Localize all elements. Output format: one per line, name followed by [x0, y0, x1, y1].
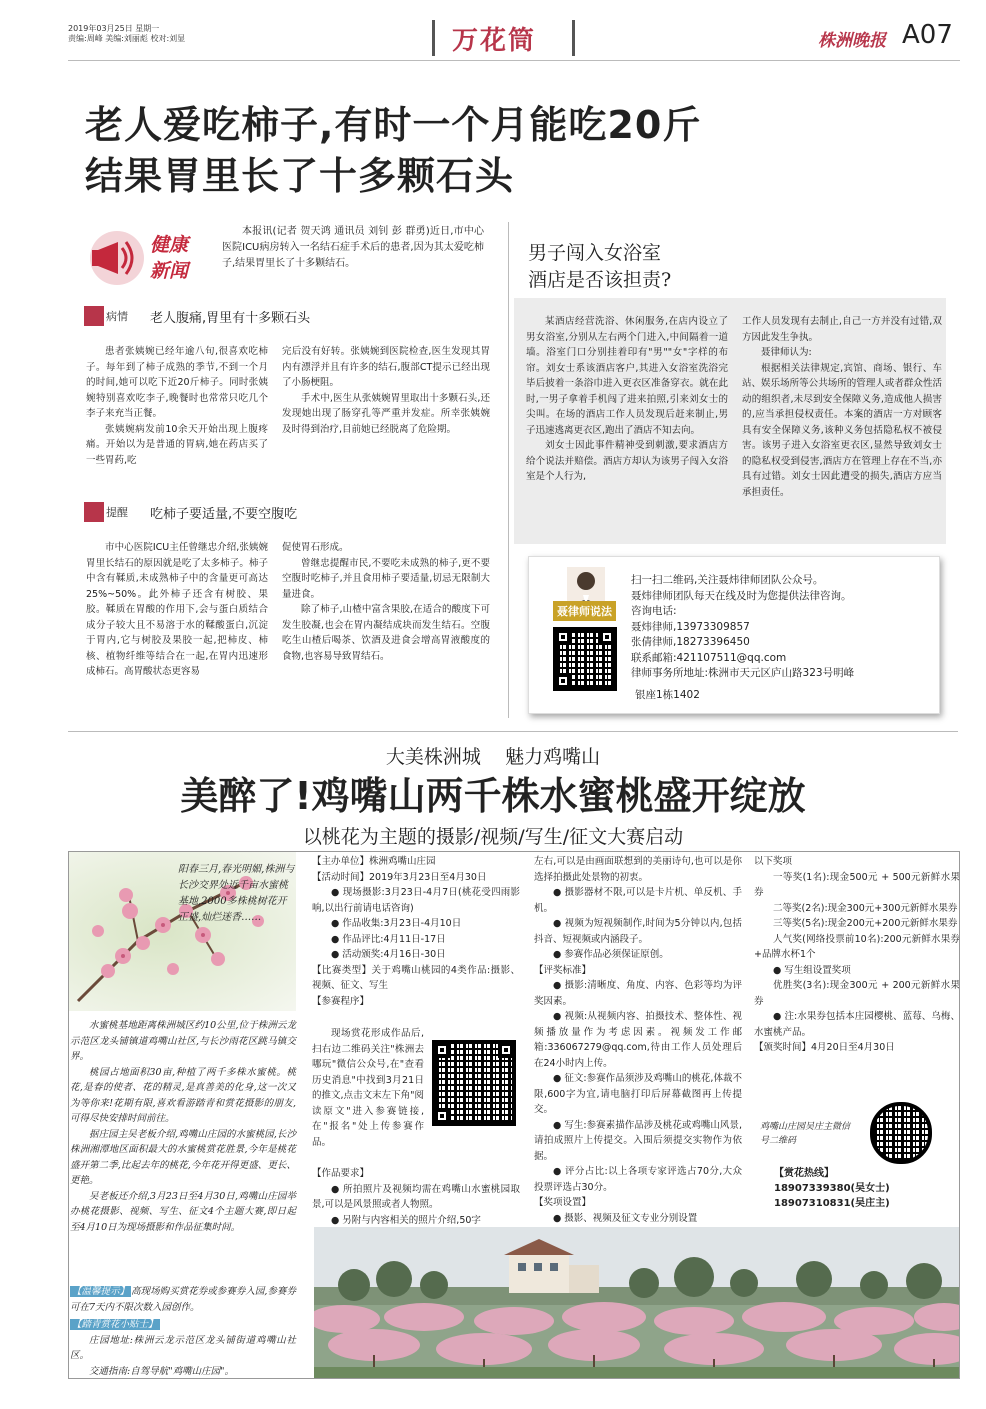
- article2-col2: 工作人员发现有去制止,自己一方并没有过错,双方因此发生争执。 聂律师认为: 根据相关法律规定,宾馆、商场、银行、车站、娱乐场所等公共场所的管理人或者群众性活动的组织者,未尽到安全保障义务,造成他人损害的,应当承担侵权责任。本案的酒店一方对顾客具有安全保障义务,该种义务包括隐私权不被侵害。该男子进入女浴室更衣区,显然导致刘女士的隐私权受到侵害,酒店方在管理上存在不当,亦具有过错。刘女士因此遭受的损失,酒店方应当承担责任。: [742, 316, 942, 498]
- article3-kicker: 大美株洲城 魅力鸡嘴山: [385, 746, 601, 768]
- tips-box: 【温馨提示】 高现场购买赏花券或参赛券入园,参赛券可在7天内不限次数入园创作。 【踏青赏花小贴士】 庄园地址:株洲云龙示范区龙头铺街道鸡嘴山社区。 交通指南:自驾导航"鸡嘴山庄园"。: [70, 1286, 296, 1377]
- tip-label: 【踏青赏花小贴士】: [72, 1319, 158, 1330]
- subhead-marker: [84, 502, 104, 522]
- tip-label: 【温馨提示】: [72, 1286, 130, 1297]
- lawyer-info: 扫一扫二维码,关注聂炜律师团队公众号。 聂炜律师团队每天在线及时为您提供法律咨询。 咨询电话: 聂炜律师,13973309857 张倩律师,18273396450 联系邮箱:421107511@qq.com 律师事务所地址:株洲市天元区庐山路323号明峰: [631, 574, 855, 679]
- editor-line: 责编:周峰 美编:刘丽彪 校对:刘显: [68, 34, 186, 43]
- subhead-marker: [84, 306, 104, 326]
- header-meta: [68, 24, 185, 44]
- health-news-badge: [84, 224, 214, 290]
- section-rule: [68, 731, 958, 732]
- header-divider-left: [432, 20, 435, 56]
- header-divider-right: [572, 20, 575, 56]
- entry-procedure: 现场赏花形成作品后,扫右边二维码关注"株洲去哪玩"微信公众号,在"查看历史消息"中找到3月21日的推文,点击文末左下角"阅读原文"进入参赛链接,在"报名"处上传参赛作品。: [312, 1028, 424, 1148]
- lawyer-badge: 聂律师说法: [553, 601, 616, 621]
- header-rule: [68, 60, 960, 61]
- article1-headline: [85, 100, 945, 202]
- condition-col1: 患者张姨婉已经年逾八旬,很喜欢吃柿子。每年到了柿子成熟的季节,不到一个月的时间,她可以吃下近20斤柿子。同时张姨婉特别喜欢吃李子,晚餐时也常常只吃几个李子来充当正餐。 张姨婉病发前10余天开始出现上腹疼痛。开始以为是普通的胃病,她在药店买了一些胃药,吃: [86, 346, 268, 466]
- lawyer-qr-code: [553, 627, 617, 691]
- article2-title-1: 男子闯入女浴室: [528, 242, 662, 264]
- article2-headline: [528, 240, 671, 294]
- brand-logo: 株洲晚报: [818, 31, 886, 51]
- subhead-title: 吃柿子要适量,不要空腹吃: [150, 506, 298, 522]
- megaphone-icon: [84, 228, 150, 288]
- article2-col1: 某酒店经营洗浴、休闲服务,在店内设立了男女浴室,分别从左右两个门进入,中间隔着一道墙。浴室门口分别挂着印有"男""女"字样的布帘。刘女士系该酒店客户,其进入女浴室洗浴完毕后披着一条浴巾进入更衣区准备穿衣。就在此时,一男子拿着手机闯了进来拍照,引来刘女士的尖叫。在场的酒店工作人员发现后赶来制止,男子迅速逃离更衣区,跑出了酒店不知去向。 刘女士因此事件精神受到刺激,要求酒店方给个说法并赔偿。酒店方却认为该男子闯入女浴室是个人行为,: [526, 316, 728, 482]
- subhead-title: 老人腹痛,胃里有十多颗石头: [150, 310, 311, 326]
- article3-left-col: 水蜜桃基地距离株洲城区约10公里,位于株洲云龙示范区龙头铺镇道鸡嘴山社区,与长沙雨花区跳马镇交界。 桃园占地面积30亩,种植了两千多株水蜜桃。桃花,是春的使者、花的精灵,是真善美的化身,这一次又为等你来!花期有限,喜欢看游踏青和赏花摄影的朋友,可得尽快安排时间前往。 据庄园主吴老板介绍,鸡嘴山庄园的水蜜桃园,长沙株洲湘潭地区面积最大的水蜜桃赏花胜景,今年是桃花盛开第二季,比起去年的桃花,今年花开得更盛、更长、更艳。 吴老板还介绍,3月23日至4月30日,鸡嘴山庄园举办桃花摄影、视频、写生、征文4个主题大赛,即日起至4月10日为现场摄影和作品征集时间。: [70, 1020, 296, 1233]
- article3-col3: 左右,可以是由画面联想到的美丽诗句,也可以是你选择拍摄此处景物的初衷。 ● 摄影器材不限,可以是卡片机、单反机、手机。 ● 视频为短视频制作,时间为5分钟以内,包括抖音、短视频或内涵段子。 ● 参赛作品必须保证原创。 【评奖标准】 ● 摄影:清晰度、角度、内容、色彩等均为评奖因素。 ● 视频:从视频内容、拍摄技术、整体性、视频播放量作为考虑因素。视频发工作邮箱:336067279@qq.com,待由工作人员处理后在24小时内上传。 ● 征文:参赛作品须涉及鸡嘴山的桃花,体裁不限,600字为宜,请电脑打印后屏幕截图再上传提交。 ● 写生:参赛素描作品涉及桃花或鸡嘴山风景,请拍成照片上传提交。入围后须提交实物作为依据。 ● 评分占比:以上各项专家评选占70分,大众投票评选占30分。 【奖项设置】 ● 摄影、视频及征文专业分别设置: [534, 856, 742, 1224]
- lawyer-card: [528, 556, 940, 714]
- procedure-qr-code: [432, 1040, 516, 1126]
- column-divider: [508, 222, 509, 718]
- subhead-reminder: [84, 502, 297, 522]
- article2-title-2: 酒店是否该担责?: [528, 269, 672, 291]
- article3-col2-bottom: 【作品要求】 ● 所拍照片及视频均需在鸡嘴山水蜜桃园取景,可以是风景照或者人物照。 ● 另附与内容相关的照片介绍,50字: [312, 1168, 520, 1226]
- page-number: A07: [902, 20, 953, 50]
- reminder-col1: 市中心医院ICU主任曾继忠介绍,张姨婉胃里长结石的原因就是吃了太多柿子。柿子中含有鞣质,未成熟柿子中的含量更可高达25%~50%。此外柿子还含有树胶、果胶。鞣质在胃酸的作用下,会与蛋白质结合成分子较大且不易溶于水的鞣酸蛋白,沉淀于胃内,它与树胶及果胶一起,把柿皮、柿核、植物纤维等结合在一起,在胃内迅速形成柿石。高胃酸状态更容易: [86, 542, 268, 677]
- reminder-col2: 促使胃石形成。 曾继忠提醒市民,不要吃未成熟的柿子,更不要空腹时吃柿子,并且食用柿子要适量,切忌无限制大量进食。 除了柿子,山楂中富含果胶,在适合的酸度下可发生胶凝,也会在胃内凝结成块而发生结石。空腹吃生山楂后喝茶、饮酒及进食会增高胃液酸度的食物,也容易导致胃结石。: [282, 542, 490, 662]
- condition-col2: 完后没有好转。张姨婉到医院检查,医生发现其胃内有漂浮并且有许多的结石,腹部CT提示已经出现了小肠梗阻。 手术中,医生从张姨婉胃里取出十多颗石头,还发现她出现了肠穿孔等严重并发症。所幸张姨婉及时得到治疗,目前她已经脱离了危险期。: [282, 346, 490, 435]
- badge-text-1: 健康: [150, 234, 189, 256]
- article3-headline: 美醉了!鸡嘴山两千株水蜜桃盛开绽放: [180, 774, 806, 818]
- owner-qr-code: [864, 1102, 948, 1164]
- badge-text-2: 新闻: [150, 260, 189, 282]
- headline-line2: 结果胃里长了十多颗石头: [85, 154, 515, 198]
- subhead-label: 病情: [106, 310, 128, 323]
- poem: 阳春三月,春光明媚,株洲与长沙交界处近千亩水蜜桃基地,2000多株桃树花开正盛,灿烂迷香……: [178, 864, 295, 923]
- orchard-photo: [314, 1227, 960, 1379]
- article1-lead: 本报讯(记者 贺天鸿 通讯员 刘钊 彭 群勇)近日,市中心医院ICU病房转入一名结石症手术后的患者,因为其太爱吃柿子,结果胃里长了十多颗结石。: [222, 226, 484, 269]
- subhead-condition: [84, 306, 310, 326]
- article3-col2: 【主办单位】株洲鸡嘴山庄园 【活动时间】2019年3月23日至4月30日 ● 现场摄影:3月23日-4月7日(桃花受四雨影响,以出行前请电话咨询) ● 作品收集:3月23日-4月10日 ● 作品评比:4月11日-17日 ● 活动颁奖:4月16日-30日 【比赛类型】关于鸡嘴山桃园的4类作品:摄影、视频、征文、写生 【参赛程序】: [312, 856, 520, 1007]
- article3-subtitle: 以桃花为主题的摄影/视频/写生/征文大赛启动: [302, 826, 684, 848]
- section-name: 万花筒: [452, 26, 537, 56]
- orchard-scene-icon: [314, 1227, 960, 1379]
- article3-col4: 以下奖项 一等奖(1名):现金500元 + 500元新鲜水果券 二等奖(2名):现金300元+300元新鲜水果券 三等奖(5名):现金200元+200元新鲜水果券 人气奖(网络投票前10名):200元新鲜水果券+品牌水杯1个 ● 写生组设置奖项 优胜奖(3名):现金300元 + 200元新鲜水果券 ● 注:水果券包括本庄园樱桃、蓝莓、乌梅、水蜜桃产品。 【颁奖时间】4月20日至4月30日: [754, 856, 960, 1053]
- qr-caption: 鸡嘴山庄园吴庄主微信号二维码: [760, 1122, 851, 1146]
- hotline: 【赏花热线】 18907339380(吴女士) 18907310831(吴庄主): [774, 1168, 890, 1209]
- lawyer-info-last: 银座1栋1402: [635, 689, 700, 701]
- headline-line1: 老人爱吃柿子,有时一个月能吃20斤: [85, 103, 702, 147]
- date-line: 2019年03月25日 星期一: [68, 24, 160, 33]
- subhead-label: 提醒: [106, 506, 128, 519]
